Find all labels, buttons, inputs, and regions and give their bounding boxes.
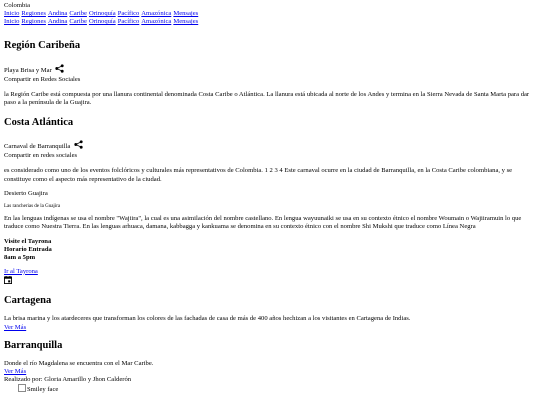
nav-link-caribe-2[interactable]: Caribe: [69, 18, 87, 26]
nav-link-inicio-2[interactable]: Inicio: [4, 18, 20, 26]
smiley-image: [4, 384, 536, 394]
credits: Realizado por: Gloria Amarillo y Jhon Calderón: [4, 376, 132, 384]
barranquilla-more-link[interactable]: Ver Más: [4, 368, 27, 376]
nav-link-regiones-2[interactable]: Regiones: [21, 18, 46, 26]
nav-link-regiones[interactable]: Regiones: [21, 10, 46, 18]
site-header: [4, 2, 536, 26]
share-icon[interactable]: [55, 64, 64, 76]
region-description: la Región Caribe está compuesta por una llanura continental denominada Costa Caribe o Atlántica. La llanura está ubicada al norte de los Andes y termina en la Sierra Nevada de Santa Marta para dar paso a la península de la Guajira.: [4, 90, 530, 106]
nav-link-caribe[interactable]: Caribe: [69, 10, 87, 18]
nav-link-amazonica-2[interactable]: Amazónica: [141, 18, 172, 26]
nav-link-pacifico[interactable]: Pacífico: [117, 10, 140, 18]
cartagena-title: Cartagena: [4, 294, 52, 306]
desert-heading: Desierto Guajira: [4, 189, 48, 197]
broken-image-icon: [18, 384, 26, 392]
region-share-row: [4, 64, 536, 76]
nav-link-orinoquia[interactable]: Orinoquía: [88, 10, 116, 18]
barranquilla-title: Barranquilla: [4, 339, 63, 351]
costa-share-row: [4, 140, 536, 152]
nav-link-pacifico-2[interactable]: Pacífico: [117, 18, 140, 26]
costa-title: Costa Atlántica: [4, 116, 74, 128]
region-title: Región Caribeña: [4, 40, 81, 52]
nav-link-mensajes[interactable]: Mensajes: [173, 10, 199, 18]
nav-bar-primary: [4, 10, 536, 18]
costa-description: es considerado como uno de los eventos folclóricos y culturales más representativos de Colombia. 1 2 3 4 Este carnaval ocurre en la ciudad de Barranquilla, en la Costa Caribe colombiana, y se constituye como el aspecto más representativo de la ciudad.: [4, 167, 513, 183]
nav-link-andina[interactable]: Andina: [47, 10, 68, 18]
nav-link-amazonica[interactable]: Amazónica: [141, 10, 172, 18]
share-icon[interactable]: [74, 140, 83, 152]
cartagena-text: La brisa marina y los atardeceres que transforman los colores de las fachadas de casa de más de 400 años hechizan a los visitantes en Cartagena de Indias.: [4, 315, 411, 323]
country-title: Colombia: [4, 2, 31, 9]
region-share-caption: Playa Brisa y Mar: [4, 66, 52, 74]
barranquilla-text: Donde el río Magdalena se encuentra con el Mar Caribe.: [4, 360, 154, 368]
nav-link-inicio[interactable]: Inicio: [4, 10, 20, 18]
visit-title: Visite el Tayrona: [4, 237, 52, 245]
cartagena-more-link[interactable]: Ver Más: [4, 323, 27, 331]
costa-share-caption: Carnaval de Barranquilla: [4, 143, 71, 151]
calendar-icon[interactable]: [4, 276, 536, 287]
guajira-text: En las lenguas indígenas se usa el nombre "Wajiira", la cual es una asimilación del nombre castellano. En lengua wayuunaiki se usa en su contexto étnico el nombre Woumain o Wajiiramuin lo que traduce como Nuestra Tierra. En las lenguas arhuaca, damana, kabbagga y kankuama se denomina en su contexto étnico con el nombre Shi Mukshi que traduce como Línea Negra: [4, 214, 522, 230]
smiley-image-alt: Smiley face: [27, 386, 59, 394]
nav-link-orinoquia-2[interactable]: Orinoquía: [88, 18, 116, 26]
rancherias-caption: Las rancherias de la Guajira: [4, 203, 61, 209]
costa-share-label: Compartir en redes sociales: [4, 152, 78, 160]
tayrona-link[interactable]: Ir al Tayrona: [4, 267, 38, 275]
nav-link-andina-2[interactable]: Andina: [47, 18, 68, 26]
nav-bar-secondary: [4, 18, 536, 26]
schedule-time: 8am a 5pm: [4, 253, 36, 261]
nav-link-mensajes-2[interactable]: Mensajes: [173, 18, 199, 26]
schedule-title: Horario Entrada: [4, 245, 52, 253]
region-share-label: Compartir en Redes Sociales: [4, 75, 81, 83]
